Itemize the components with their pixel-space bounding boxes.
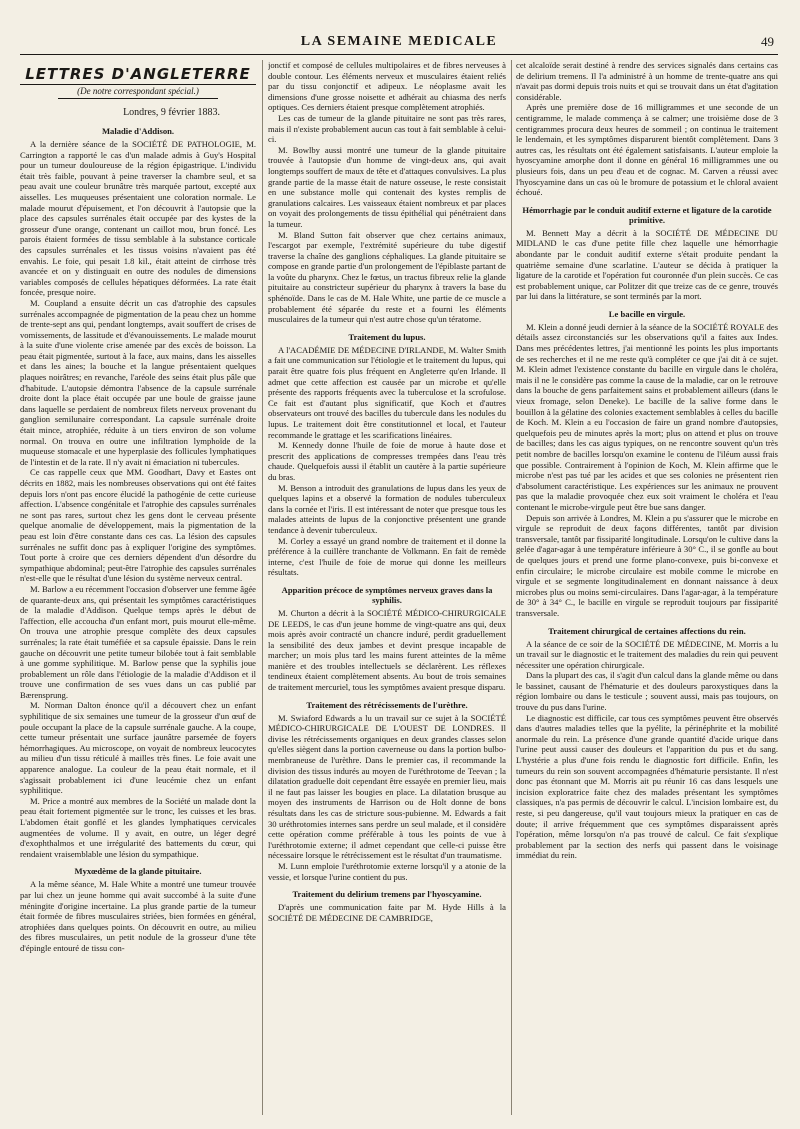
paragraph: M. Price a montré aux membres de la Société un malade dont la peau était fortement pigmentée sur le tronc, les cuisses et les bras. L'abdomen était gonflé et les glandes lymphatiques cervicales augmentées de volume. Il y avait, en outre, un léger degré d'exophthalmos et une irrégularité des battements du cœur, qui rendaient vraisemblable une lésion du sympathique. [20,795,256,859]
article-heading: Maladie d'Addison. [101,126,175,136]
journal-title: LA SEMAINE MEDICALE [300,34,498,49]
paragraph: M. Kennedy donne l'huile de foie de morue à haute dose et prescrit des applications de compresses trempées dans l'eau très chaude. Quelquefois aussi il établit un cautère à la partie supérieure du bras. [268,440,506,482]
paragraph: M. Bowlby aussi montré une tumeur de la glande pituitaire trouvée à l'autopsie d'un homme de vingt-deux ans, qui avait longtemps souffert de maux de tête et d'attaques convulsives. La plus grande partie de la masse était de nature osseuse, le reste consistait en une substance molle qui contenait des kystes remplis de granulations calcaires. Les vaisseaux étaient nombreux et par places on voyait des prolongements de tissu épithélial qui pénétraient dans la tumeur. [268,144,506,229]
paragraph: A l'ACADÉMIE DE MÉDECINE D'IRLANDE, M. Walter Smith a fait une communication sur l'étiologie et le traitement du lupus, qui parait être quatre fois plus fréquent en Angleterre qu'en Irlande. Il admet que cette affection est causée par un microbe et qu'elle présente des rapports fréquents avec la tuberculose et la scrofulose. Ce fait est d'autant plus significatif, que Koch et d'autres observateurs ont trouvé des bacilles du tubercule dans les nodules du lupus. Le traitement doit être constitutionnel et local, et l'auteur recommande le grattage et les scarifications linéaires. [268,344,506,440]
section-title: LETTRES D'ANGLETERRE [20,66,256,85]
page-header [20,32,778,55]
article-heading: Hémorrhagie par le conduit auditif externe et ligature de la carotide primitive. [522,204,772,225]
paragraph: Ce cas rappelle ceux que MM. Goodhart, Davy et Eastes ont décrits en 1882, mais les nombreuses observations qui ont été faites depuis lors n'ont pas encore élucidé la pathogénie de cette curieuse affection. L'absence congénitale et l'atrophie des capsules surrénales ne sont pas rares, surtout chez les gens dont le cerveau présente quelque anomalie de développement, mais la pigmentation de la peau est loin d'être constante dans ces cas. La lésion des capsules surrénales ne suffit donc pas à expliquer l'origine des symptômes. Tout porte à croire que ces derniers dépendent d'un désordre du sympathique abdominal; peut-être l'atrophie des capsules surrénales n'est-elle que le résultat d'une lésion du système nerveux central. [20,467,256,584]
paragraph: M. Benson a introduit des granulations de lupus dans les yeux de quelques lapins et a observé la formation de nodules tuberculeux dans la cornée et l'iris. Il est intéressant de noter que presque tous les malades atteints de lupus de la conjonctive présentent une grande tendance à devenir tuberculeux. [268,482,506,535]
paragraph: M. Coupland a ensuite décrit un cas d'atrophie des capsules surrénales accompagnée de pigmentation de la peau chez un homme de trente-sept ans qui, pendant longtemps, avait souffert de crises de vomissements, de lassitude et d'évanouissements. Le malade mourut à la suite d'une violente crise amenée par des excès de boisson. La peau était pigmentée, surtout à la face, aux mains, dans les aisselles et dans les aines; la bouche et la langue présentaient quelques plaques noirâtres; en revanche, l'aréole des seins était plus pâle que d'habitude. L'autopsie démontra l'absence de la capsule surrénale droite dont la place était occupée par une boule de graisse jaune dans laquelle se perdaient de nombreux filets nerveux provenant du ganglion semilunaire correspondant. La capsule surrénale droite était mince, atrophiée, réduite à un tiers environ de son volume normal. On trouva en outre une infiltration lymphoïde de la muqueuse stomacale et une hyperplasie des follicules lymphatiques de l'intestin et de la rate. Il n'y avait ni émaciation ni tubercules. [20,297,256,467]
section-subtitle: (De notre correspondant spécial.) [58,85,218,99]
paragraph: M. Swiaford Edwards a lu un travail sur ce sujet à la SOCIÉTÉ MÉDICO-CHIRURGICALE DE L'OUEST DE LONDRES. Il divise les rétrécissements organiques en deux grandes classes selon qu'elles siègent dans la portion caverneuse ou dans la portion bulbo-membraneuse de l'urèthre. Dans le premier cas, il recommande la division des tissus indurés au moyen de l'uréthrotome de Teevan ; la dilatation graduelle doit cependant être essayée en premier lieu, mais il ne faut pas laisser les bougies en place. La dilatation brusque au moyen des instruments de Harrison ou de Holt donne de bons résultats dans les cas de stricture sous-pubienne. M. Edwards a fait 30 uréthrotomies internes sans perdre un seul malade, et il considère cette opération comme préférable à tous les points de vue à l'uréthrotomie externe; il admet cependant que celle-ci puisse être nécessaire lorsque le rétrécissement est le résultat d'un traumatisme. [268,712,506,861]
column-2 [268,60,506,1115]
article-heading: Apparition précoce de symptômes nerveux graves dans la syphilis. [281,584,493,605]
article-heading: Traitement du delirium tremens par l'hyoscyamine. [292,889,482,900]
paragraph: Après une première dose de 16 milligrammes et une seconde de un centigramme, le malade commença à se calmer; une troisième dose de 3 centigrammes procura deux heures de sommeil ; on continua le traitement le lendemain, et les symptômes disparurent bientôt complètement. Dans 3 autres cas, les résultats ont été également satisfaisants. L'auteur emploie la hyoscyamine amorphe dont il donne en général 16 milligrammes une ou plusieurs fois, dans un peu d'eau et de cognac. M. Carven a réussi avec l'hyoscyamine dans un cas où le bromure de potassium et le chloral avaient échoué. [516,102,778,198]
paragraph: M. Barlow a eu récemment l'occasion d'observer une femme âgée de quarante-deux ans, qui présentait les symptômes caractéristiques de la maladie d'Addison. Quelque temps après le début de l'affection, elle accoucha d'un enfant mort, puis mourut elle-même. On trouva une atrophie presque complète des deux capsules surrénales; la rate était tuméfiée et sa capsule épaissie. Dans le rein gauche on découvrit une petite tumeur bilobée tout à fait semblable à une gomme syphilitique. M. Barlow pense que la syphilis joue probablement un rôle dans l'étiologie de la maladie d'Addison et il trouve une confirmation de ses vues dans un cas publié par Bærensprung. [20,583,256,700]
paragraph: cet alcaloïde serait destiné à rendre des services signalés dans certains cas de delirium tremens. Il l'a administré à un homme de trente-quatre ans qui n'avait pas dormi depuis trois nuits et qui se trouvait dans un état d'agitation considérable. [516,60,778,102]
column-3 [516,60,778,1115]
paragraph: M. Bennett May a décrit à la SOCIÉTÉ DE MÉDECINE DU MIDLAND le cas d'une petite fille chez laquelle une hémorrhagie abondante par le conduit auditif externe s'était produite pendant la quatrième semaine d'une scarlatine. L'auteur se décida à pratiquer la ligature de la carotide et l'opération fut couronnée d'un plein succès. Ce cas est probablement unique, car Politzer dit que treize cas de ce genre, trouvés par lui dans la littérature, se sont terminés par la mort. [516,227,778,302]
article-heading: Traitement des rétrécissements de l'urèthre. [306,699,468,710]
paragraph: Le diagnostic est difficile, car tous ces symptômes peuvent être observés dans d'autres maladies telles que la pyélite, la périnéphrite et la mobilité anormale du rein. La présence d'une grande quantité d'acide urique dans l'urine peut aussi causer des douleurs et l'apparition du pus et du sang. L'hystérie a plus d'une fois rendu le diagnostic fort difficile. Enfin, les tumeurs du rein son souvent accompagnées d'hématurie persistante. Il n'est donc pas étonnant que M. Morris ait pu réunir 16 cas dans lesquels une incision exploratrice faite chez des malades présentant les symptômes classiques, n'a pas permis de découvrir le calcul. L'incision lombaire est, du reste, si peu dangereuse, qu'il vaut toujours mieux la pratiquer en cas de doute; il arrive fréquemment que ces symptômes disparaissent après l'opération, même lorsqu'on n'a pas trouvé de calcul. Ce fait s'explique probablement par la section des nerfs qui passent dans le voisinage immédiat du rein. [516,712,778,861]
paragraph: Dans la plupart des cas, il s'agit d'un calcul dans la glande même ou dans le bassinet, causant de l'hématurie et des douleurs paroxystiques dans la région lombaire ou dans le testicule ; souvent aussi, mais pas toujours, on trouve du pus dans l'urine. [516,670,778,713]
page-number: 49 [761,34,774,49]
paragraph: A la même séance, M. Hale White a montré une tumeur trouvée par lui chez un jeune homme qui avait succombé à la suite d'une méningite d'origine incertaine. La plus grande partie de la tumeur était formée de fibres musculaires striées, bien formées en général, atrophiées dans quelques points. On découvrit en outre, au milieu des fibres musculaires, un petit nodule de la grosseur d'une tête d'épingle entouré de tissu con- [20,879,256,953]
article-heading: Myxœdème de la glande pituitaire. [74,866,202,877]
paragraph: Depuis son arrivée à Londres, M. Klein a pu s'assurer que le microbe en virgule se reproduit de deux façons différentes, tantôt par division transversale, tantôt par fissiparité longitudinale. Lorsqu'on le cultive dans la gelée d'agar-agar à une température inférieure à 30° C., il se gonfle au bout de quelques jours et prend une forme plano-convexe, puis bi-convexe et enfin circulaire; le microbe circulaire est mobile comme le microbe en virgule et se segmente longitudinalement en donnant naissance à deux microbes plus ou moins semi-circulaires. Dans l'agar-agar, à la température de 30° à 34° C., le bacille en virgule se reproduit toujours par fissiparité transversale. [516,512,778,618]
paragraph: M. Churton a décrit à la SOCIÉTÉ MÉDICO-CHIRURGICALE DE LEEDS, le cas d'un jeune homme de vingt-quatre ans qui, deux mois après avoir contracté un chancre induré, perdit graduellement la sensibilité des deux jambes et devint presque incapable de marcher; un mois plus tard les mains furent atteintes de la même manière et des troubles intellectuels se déclarèrent. Les réflexes tendineux étaient complètement absents. Au bout de trois semaines de traitement mercuriel, tous les symptômes avaient presque disparu. [268,607,506,693]
dateline: Londres, 9 février 1883. [123,107,220,118]
paragraph: A la dernière séance de la SOCIÉTÉ DE PATHOLOGIE, M. Carrington a rapporté le cas d'un malade admis à Guy's Hospital pour un tumeur douloureuse de la région épigastrique. L'individu était très faible, pouvant à peine traverser la chambre seul, et sa peau avait une couleur brunâtre très marquée partout, excepté aux aisselles. Les muqueuses présentaient une coloration normale. Le malade mourut d'épuisement, et l'on découvrit à l'autopsie que la place des capsules surrénales était occupée par des kystes de la grosseur d'une orange, contenant un caillot mou, brun foncé. Les parois étaient formées de tissu semblable à la substance corticale des capsules surrénales et les tissus voisins n'avaient pas été envahis. Le foie, qui pesait 1.8 kil., était atteint de cirrhose très avancée et on y distinguait en outre des nodules de dimensions variables composés de cellules hépatiques déformées. La rate était foncée, presque noire. [20,139,256,298]
article-heading: Le bacille en virgule. [608,308,686,319]
column-divider [262,60,263,1115]
article-heading: Traitement chirurgical de certaines affections du rein. [548,625,746,636]
column-divider [511,60,512,1115]
paragraph: M. Corley a essayé un grand nombre de traitement et il donne la préférence à la cuillère tranchante de Volkmann. En fait de remède interne, c'est l'huile de foie de morue qui donne les meilleurs résultats. [268,535,506,578]
paragraph: Les cas de tumeur de la glande pituitaire ne sont pas très rares, mais il n'existe probablement aucun cas tout à fait semblable à celui-ci. [268,112,506,145]
paragraph: M. Lunn emploie l'uréthrotomie externe lorsqu'il y a atonie de la vessie, et lorsque l'urine contient du pus. [268,860,506,882]
paragraph: D'après une communication faite par M. Hyde Hills à la SOCIÉTÉ DE MÉDECINE DE CAMBRIDGE, [268,902,506,923]
paragraph: A la séance de ce soir de la SOCIÉTÉ DE MÉDECINE, M. Morris a lu un travail sur le diagnostic et le traitement des maladies du rein qui peuvent nécessiter une opération chirurgicale. [516,638,778,670]
article-heading: Traitement du lupus. [348,331,426,342]
paragraph: jonctif et composé de cellules multipolaires et de fibres nerveuses à double contour. Les éléments nerveux et musculaires étaient reliés par du tissu conjonctif et adipeux. Le néoplasme avait les dimensions d'une grosse noisette et adhérait au chiasma des nerfs optiques. Ces derniers étaient presque complètement atrophiés. [268,60,506,113]
paragraph: M. Klein a donné jeudi dernier à la séance de la SOCIÉTÉ ROYALE des détails assez circonstanciés sur les observations qu'il a faites aux Indes. Dans mes précédentes lettres, j'ai mentionné les points les plus importants de ses recherches et il ne me reste qu'à compléter ce que j'ai dit à ce sujet. M. Klein admet l'existence constante du bacille en virgule dans le choléra, mais il ne le considère pas comme la cause de la maladie, car on le retrouve dans la bouche de gens parfaitement sains et probablement ailleurs (dans le vieux fromage, selon Deneke). Le bacille de la salive forme dans le bouillon à la gélatine des colonies exactement semblables à celles du bacille de Koch. M. Klein a eu l'occasion de faire un grand nombre d'autopsies, quelquefois peu de minutes après la mort; plus on attend et plus on trouve de bacilles; dans les cas aigus typiques, on ne rencontre souvent qu'un très petit nombre de bacilles lorsqu'on examine le contenu de l'iléum aussi frais que possible. Contrairement à l'opinion de Koch, M. Klein affirme que le microbe n'est pas tué par les acides et que ses colonies ne présentent rien d'absolument caractéristique. Les expériences sur les animaux ne prouvent pas que la maladie provoquée chez eux soit vraiment le choléra et l'eau contenant le microbe-virgule peut être bue sans danger. [516,321,778,512]
paragraph: M. Bland Sutton fait observer que chez certains animaux, l'escargot par exemple, l'extrémité supérieure du tube digestif traverse la chaîne des ganglions céphaliques. La glande pituitaire se compose en grande partie d'un prolongement de l'épiblaste partant de la voûte du pharynx. Chez le fœtus, un tractus fibreux relie la glande pituitaire au constricteur supérieur du pharynx à travers la base du sphénoïde. Dans le cas de M. Hale White, une partie de ce muscle a probablement été séparée du reste et a fourni les éléments musculaires de la tumeur qui n'est autre chose qu'un tératome. [268,229,506,325]
paragraph: M. Norman Dalton énonce qu'il a découvert chez un enfant syphilitique de six semaines une tumeur de la grosseur d'un œuf de poule occupant la place de la capsule surrénale gauche. A la coupe, cette tumeur présentait une surface jaunâtre parsemée de foyers hémorrhagiques. Au microscope, on voyait de nombreux leucocytes au milieu d'un tissu réticulé à mailles très fines. Le foie avait une apparence analogue. La couleur de la peau était normale, et il s'agissait probablement ici d'une leucémie chez un enfant syphilitique. [20,700,256,796]
column-1 [20,60,256,1115]
